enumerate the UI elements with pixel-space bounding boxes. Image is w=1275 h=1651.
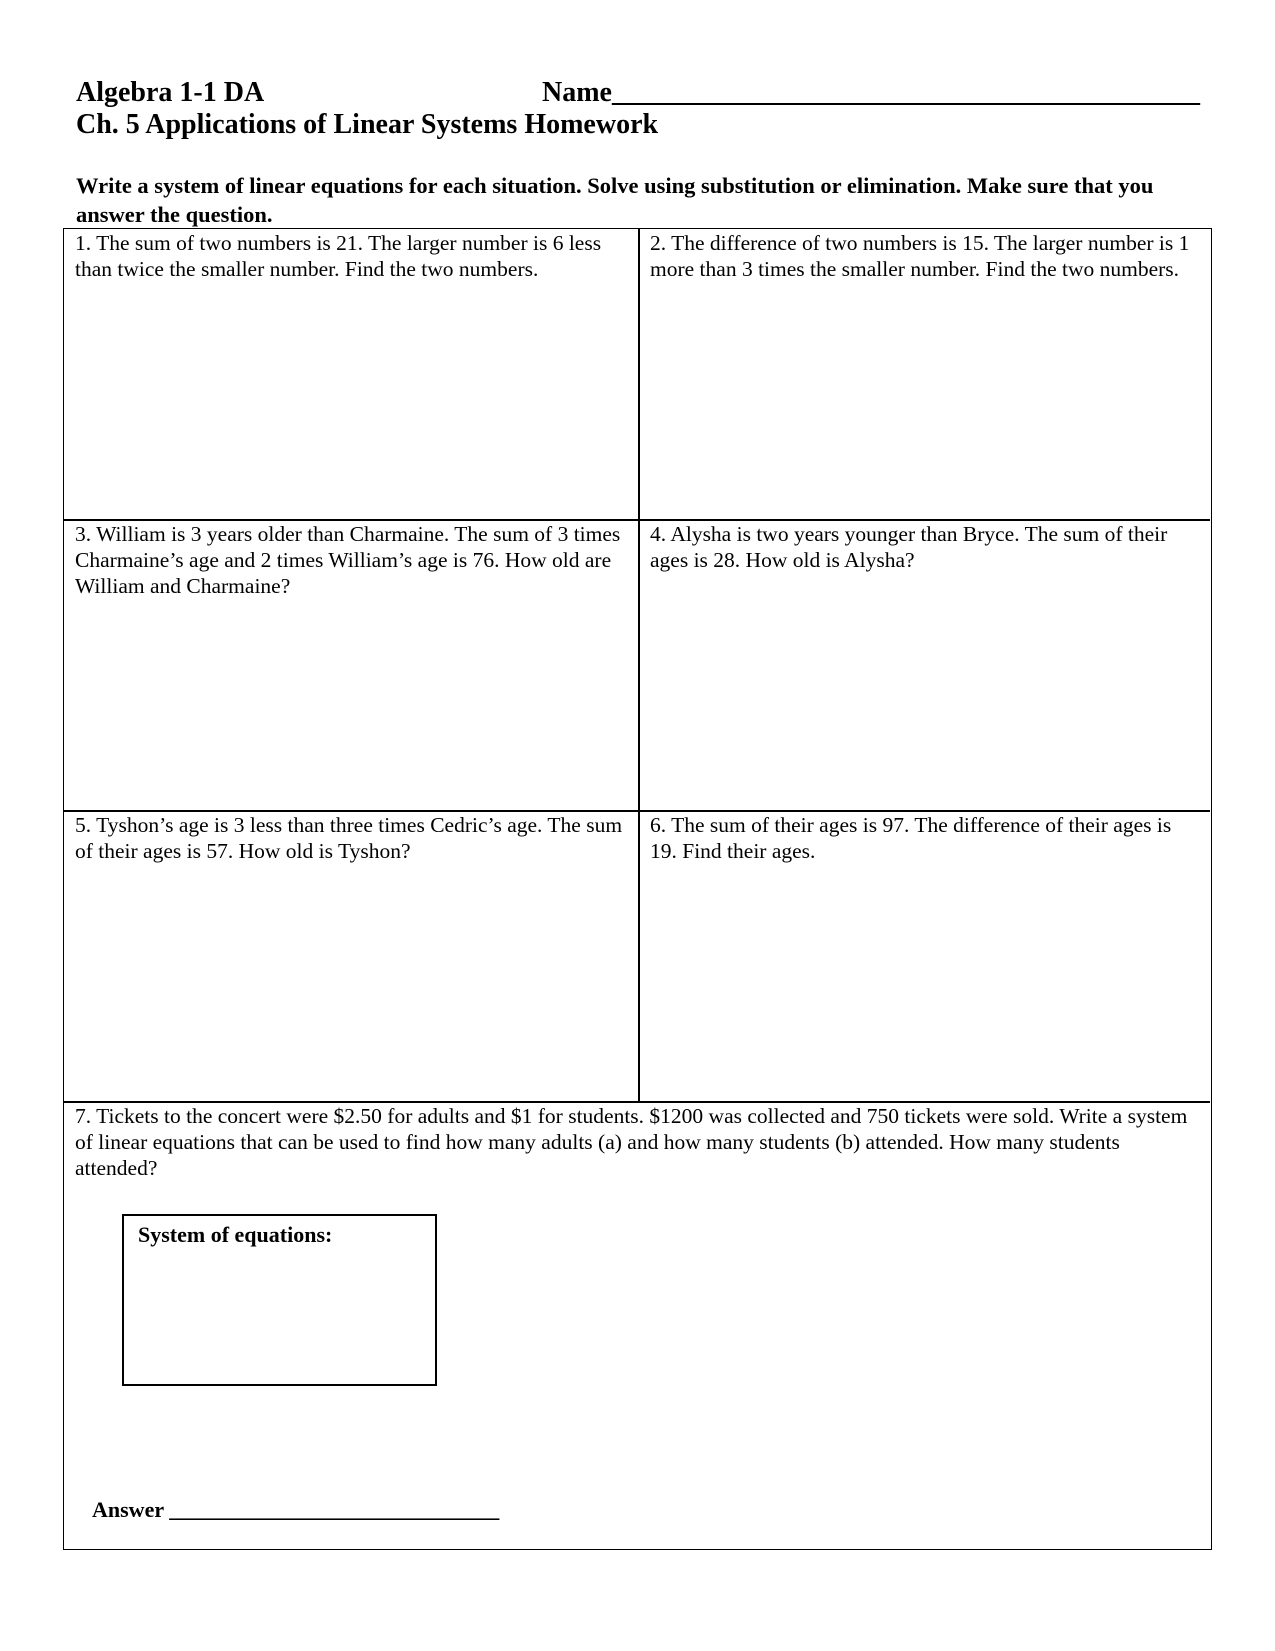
problem-2-text: 2. The difference of two numbers is 15. The larger number is 1 more than 3 times the smaller number. Find the two numbers. [650,231,1190,281]
problem-2[interactable] [639,229,1210,520]
problem-3[interactable] [64,520,639,811]
problem-6[interactable] [639,811,1210,1102]
problem-5[interactable] [64,811,639,1102]
system-of-equations-label: System of equations: [138,1222,333,1247]
instructions: Write a system of linear equations for each situation. Solve using substitution or elimination. Make sure that you answer the question. [76,173,1154,227]
problem-3-text: 3. William is 3 years older than Charmaine. The sum of 3 times Charmaine’s age and 2 times William’s age is 76. How old are William and Charmaine? [75,522,621,598]
chapter-title: Ch. 5 Applications of Linear Systems Homework [76,109,659,140]
problem-5-text: 5. Tyshon’s age is 3 less than three times Cedric’s age. The sum of their ages is 57. How old is Tyshon? [75,813,623,863]
problem-4[interactable] [639,520,1210,811]
problems-table [63,228,1212,1550]
name-field[interactable]: Name__________________________________________ [542,77,1200,108]
system-of-equations-box[interactable] [122,1214,437,1386]
problem-4-text: 4. Alysha is two years younger than Bryce. The sum of their ages is 28. How old is Alysha? [650,522,1168,572]
course-title: Algebra 1-1 DA [76,77,265,108]
problem-6-text: 6. The sum of their ages is 97. The difference of their ages is 19. Find their ages. [650,813,1172,863]
problem-7-text: 7. Tickets to the concert were $2.50 for adults and $1 for students. $1200 was collected and 750 tickets were sold. Write a system of linear equations that can be used to find how many adults (a) and how many students (b) attended. How many students attended? [75,1104,1188,1180]
problem-1[interactable] [64,229,639,520]
answer-field[interactable]: Answer ______________________________ [92,1497,500,1522]
problem-1-text: 1. The sum of two numbers is 21. The larger number is 6 less than twice the smaller number. Find the two numbers. [75,231,602,281]
